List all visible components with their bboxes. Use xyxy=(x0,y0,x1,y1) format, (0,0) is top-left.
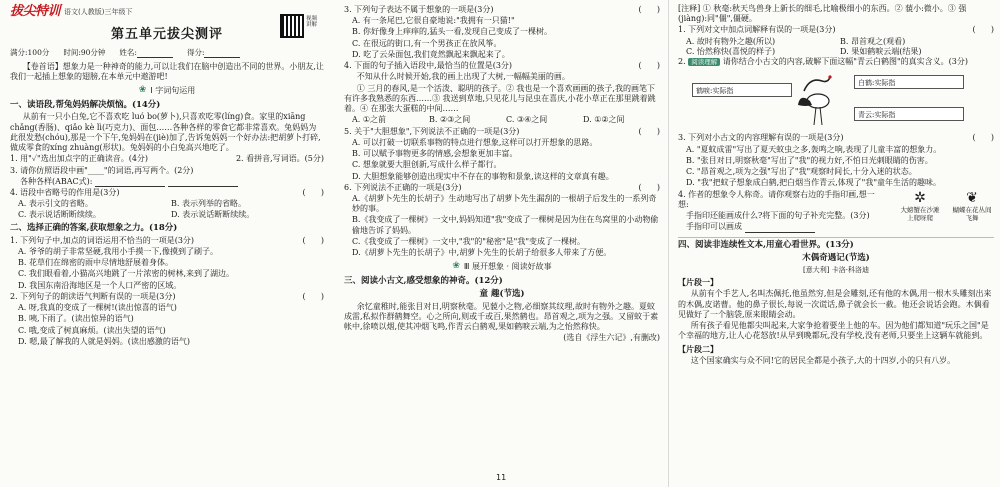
segment-heading: 【片段二】 xyxy=(678,343,718,354)
option-b[interactable]: B. 花草们在绵密的雨中尽情地舒展着身体。 xyxy=(18,258,173,268)
passage-title: 木偶奇遇记(节选) xyxy=(802,253,870,264)
butterfly-picture: ❦ 蝴蝶在花丛间飞舞 xyxy=(950,190,994,234)
option-d[interactable]: D. 吃了云朵面包,我们竟然飘起来飘起来了。 xyxy=(352,49,510,59)
segment-text: 所有孩子看见他都尖叫起来,大家争抢着要坐上他的车。因为他们都知道"玩乐之国"是个幸福的地方,让人心花怒放!从早到晚都玩,没有学校,没有老师,只要坐上这辆车就能到。 xyxy=(678,321,989,341)
question-item: 3. 请你仿照语段中画"____"的词语,再写两个。(2分) xyxy=(10,165,194,175)
option-a[interactable]: A. 表示引文的省略。 xyxy=(18,199,93,209)
qr-code-icon[interactable] xyxy=(280,14,304,38)
section-banner: ❀ Ⅰ 字词句运用 xyxy=(138,85,196,96)
passage-author: [意大利] 卡洛·科洛迪 xyxy=(803,266,869,275)
section-heading: 二、选择正确的答案,获取想象之力。(18分) xyxy=(10,222,178,233)
answer-line[interactable]: 各种各样(ABAC式): xyxy=(10,177,324,187)
option-c[interactable]: C.《我变成了一棵树》一文中,"我"的"秘密"是"我"变成了一棵树。 xyxy=(352,236,585,246)
segment-heading: 【片段一】 xyxy=(678,277,718,288)
option-b[interactable]: B. 咦,下雨了。(读出惊异的语气) xyxy=(18,314,134,324)
question-item: 5. 关于"大胆想象",下列说法不正确的一项是(3分) ( ) xyxy=(344,126,660,136)
section-heading: 一、读语段,帮兔妈妈解决烦恼。(14分) xyxy=(10,99,161,110)
option-grid xyxy=(678,37,994,57)
name-field[interactable]: 姓名: xyxy=(119,48,173,58)
option-a[interactable]: A. 呀,我真的变成了一棵树!(读出惊喜的语气) xyxy=(18,303,177,313)
option-c[interactable]: C. 表示说话断断续续。 xyxy=(18,209,101,219)
option-c[interactable]: C. ③④之间 xyxy=(506,115,548,125)
option-a[interactable]: A. "夏蚊成雷"写出了夏天蚊虫之多,轰鸣之响,表现了儿童丰富的想象力。 xyxy=(686,144,942,154)
section-heading: 四、阅读非连续性文本,用童心看世界。(13分) xyxy=(678,237,994,251)
page-title: 第五单元拔尖测评 xyxy=(110,26,223,42)
intro-text: 【卷首语】想象力是一种神奇的能力,可以让我们在脑中创造出不同的世界。小朋友,让我们一起插上想象的翅膀,在本单元中遨游吧! xyxy=(10,61,324,81)
question-item: 1. 用"✓"选出加点字的正确读音。(4分) 2. 看拼音,写词语。(5分) xyxy=(10,154,324,164)
annotation-notes: [注释] ① 秋毫:秋天鸟兽身上新长的细毛,比喻极细小的东西。② 藐小:微小。③ 强(jiàng):同"僵",僵硬。 xyxy=(678,4,967,24)
option-a[interactable]: A. 故时有物外之趣(所以) xyxy=(686,36,776,46)
question-item: 1. 下列句子中,加点的词语运用不恰当的一项是(3分) ( ) xyxy=(10,235,324,245)
option-d[interactable]: D. ①②之间 xyxy=(583,115,625,125)
page-gutter xyxy=(668,0,669,487)
butterfly-icon: ❦ xyxy=(966,189,978,206)
option-grid xyxy=(10,199,324,219)
option-d[interactable]: D. 嗯,最了解我的人就是妈妈。(读出感激的语气) xyxy=(18,336,190,346)
option-b[interactable]: B. "张目对日,明察秋毫"写出了"我"的视力好,不怕日光刺眼睛的伤害。 xyxy=(686,155,933,165)
option-b[interactable]: B. 可以赋予事物更多的情感,会想象更加丰富。 xyxy=(352,149,518,159)
insert-sentence: 不知从什么时候开始,我的画上出现了大树,一幅幅美丽的画。 xyxy=(356,72,570,82)
option-a[interactable]: A. 爷爷的胡子非常坚硬,我用小手摸一下,像摸到了刷子。 xyxy=(18,246,218,256)
question-item: 3. 下列句子表达不属于想象的一项是(3分) ( ) xyxy=(344,5,660,14)
option-d[interactable]: D.《胡萝卜先生的长胡子》中,胡萝卜先生的长胡子给很多人带来了方便。 xyxy=(352,248,612,258)
option-b[interactable]: B. 你好像身上痒痒的,猛头一看,发现自己变成了一棵树。 xyxy=(352,27,553,37)
question-item: 6. 下列说法不正确的一项是(3分) ( ) xyxy=(344,182,660,192)
option-c[interactable]: C. "昂首观之,项为之强"写出了"我"观察时间长,十分入迷的状态。 xyxy=(686,167,917,177)
section-heading: 三、阅读小古文,感受想象的神奇。(12分) xyxy=(344,275,503,286)
option-d[interactable]: D. 果如鹤唳云端(结果) xyxy=(840,46,922,56)
option-b[interactable]: B. 表示列举的省略。 xyxy=(171,199,246,209)
crab-icon: ✲ xyxy=(914,189,926,206)
answer-blank[interactable] xyxy=(745,225,815,233)
option-a[interactable]: A. 可以打破一切联系事物的特点进行想象,这样可以打开想象的思路。 xyxy=(352,137,598,147)
question-item: 4. 下面的句子插入语段中,最恰当的位置是(3分) ( ) xyxy=(344,61,660,71)
option-d[interactable]: D. "我"把蚊子想象成白鹤,把白烟当作青云,体现了"我"童年生活的趣味。 xyxy=(686,178,942,188)
option-c[interactable]: C. 在很远的街口,有一个男孩正在放风筝。 xyxy=(352,38,502,48)
diagram-box-white-crane[interactable]: 白鹤:实际指 xyxy=(854,75,964,89)
crane-icon xyxy=(796,71,836,127)
qr-label: 视频讲解 xyxy=(306,16,318,29)
answer-blank[interactable] xyxy=(168,179,238,187)
segment-text: 从前有个手艺人,名叫杰佩托,他虽然穷,但是会雕刻,还有他的木偶,用一根木头雕刻出来的木偶,皮诺曹。他的鼻子很长,每说一次谎话,鼻子就会长一截。他还会说话会跑。木偶看见做好了一个脑袋,原来眼睛会动。 xyxy=(678,289,992,319)
question-item: 1. 下列对文中加点词解释有误的一项是(3分) ( ) xyxy=(678,25,994,35)
diagram-box-cloud[interactable]: 青云:实际指 xyxy=(854,107,964,121)
diagram-box-crane[interactable]: 鹤唳:实际指 xyxy=(692,83,792,97)
crane-diagram xyxy=(678,69,994,131)
reading-passage: 从前有一只小白兔,它不喜欢吃 luó bo(萝卜),只喜欢吃零(líng)食。家里的xiāng chǎng(香肠)、qiǎo kè lì(巧克力)、面包……各种各样的零食它都非常喜欢。兔妈妈为此很发愁(chóu),那是一个下午,兔妈妈在(jiè)加了,告诉兔妈妈一个好办法:把胡萝卜打碎,做成零食的xíng zhuàng(形状)。兔妈妈的小白兔高兴地吃了。 xyxy=(10,112,321,153)
section-banner: ❀ Ⅲ 展开想象 · 阅读好故事 xyxy=(452,261,552,272)
reading-passage: ① 三月的春风,是一个活泼、聪明的孩子。② 我也是一个喜欢画画的孩子,我的画笔下有许多我熟悉的东西……③ 我送到草地,只见花儿与昆虫在喜庆,小花小草正在那里跳着跳着。④ 在那张大蛋糕的中间…… xyxy=(344,83,656,114)
right-page-column xyxy=(672,0,1000,487)
option-c[interactable]: C. 怡然称快(喜悦的样子) xyxy=(686,46,776,56)
option-b[interactable]: B.《我变成了一棵树》一文中,妈妈知道"我"变成了一棵树是因为住在鸟窝里的小动物偷偷地告诉了妈妈。 xyxy=(352,215,659,235)
option-a[interactable]: A. ①之前 xyxy=(352,115,387,125)
option-d[interactable]: D. 我国东南沿海地区是一个人口严密的区域。 xyxy=(18,280,182,290)
brand-logo: 拔尖特训 xyxy=(10,3,61,19)
option-c[interactable]: C. 我们眼看着,小猫高兴地跳了一片浓密的树林,来到了湖边。 xyxy=(18,269,235,279)
crab-picture: ✲ 大螃蟹在沙滩上爬呀爬 xyxy=(898,190,942,234)
option-a[interactable]: A. 有一条尾巴,它很自豪地说:"我拥有一只猫!" xyxy=(352,16,515,26)
passage-title: 童 趣(节选) xyxy=(479,288,525,299)
subject-label: 语文(人教版)三年级下 xyxy=(64,7,133,16)
leaf-icon: ❀ xyxy=(138,85,147,96)
fingerprint-art xyxy=(898,190,994,234)
fingerprint-question: 4. 作者的想象令人称奇。请你观察右边的手指印画,想一想: 手指印还能画成什么?将下面的句子补充完整。(3分) 手指印可以画成 ✲ 大螃蟹在沙滩上爬呀爬 ❦ 蝴蝶在花丛间飞舞 xyxy=(678,190,994,234)
answer-blank[interactable] xyxy=(95,179,165,187)
score-meta xyxy=(10,48,324,58)
question-item: 3. 下列对小古文的内容理解有误的一项是(3分) ( ) xyxy=(678,133,994,143)
question-item: 2. 下列句子的朗读语气判断有误的一项是(3分) ( ) xyxy=(10,291,324,301)
left-page-column xyxy=(0,0,332,487)
option-grid xyxy=(344,115,660,125)
page-number: 11 xyxy=(496,472,507,482)
option-d[interactable]: D. 表示说话断断续续。 xyxy=(171,209,255,219)
option-c[interactable]: C. 想象就要大胆创新,写成什么样子都行。 xyxy=(352,160,502,170)
skill-tag: 阅读理解 xyxy=(688,58,720,66)
answer-line[interactable]: 手指印可以画成 xyxy=(678,222,878,232)
question-item: 4. 语段中省略号的作用是(3分) ( ) xyxy=(10,188,324,198)
classical-passage: 余忆童稚时,能张目对日,明察秋毫。见藐小之物,必细察其纹理,故时有物外之趣。夏蚊成雷,私拟作群鹤舞空。心之所向,则或千或百,果然鹤也。昂首观之,项为之强。又留蚊于素帐中,徐喷以烟,使其冲烟飞鸣,作青云白鹤观,果如鹤唳云端,为之怡然称快。 xyxy=(344,301,659,332)
middle-page-column xyxy=(338,0,666,487)
option-a[interactable]: A.《胡萝卜先生的长胡子》生动地写出了胡萝卜先生漏刮的一根胡子后发生的一系列奇妙的事。 xyxy=(352,193,657,214)
option-b[interactable]: B. ②③之间 xyxy=(429,115,471,125)
option-d[interactable]: D. 大胆想象能够创造出现实中不存在的事物和景象,读这样的文章真有趣。 xyxy=(352,171,614,181)
passage-source: (选自《浮生六记》,有删改) xyxy=(563,333,660,343)
option-c[interactable]: C. 哦,变成了树真麻烦。(读出失望的语气) xyxy=(18,325,166,335)
segment-text: 这个国家确实与众不同!它的居民全都是小孩子,大的十四岁,小的只有八岁。 xyxy=(690,355,956,365)
question-item: 2. 阅读理解 请你结合小古文的内容,破解下面这幅"青云白鹤图"的真实含义。(3分) xyxy=(678,57,968,67)
leaf-icon: ❀ xyxy=(452,261,460,272)
full-score: 满分:100分 xyxy=(10,48,50,57)
option-b[interactable]: B. 昂首观之(观看) xyxy=(840,36,906,46)
time-limit: 时间:90分钟 xyxy=(63,48,106,57)
unit-title-row xyxy=(10,16,324,46)
page-header xyxy=(10,4,324,20)
score-field[interactable]: 得分: xyxy=(187,48,241,58)
